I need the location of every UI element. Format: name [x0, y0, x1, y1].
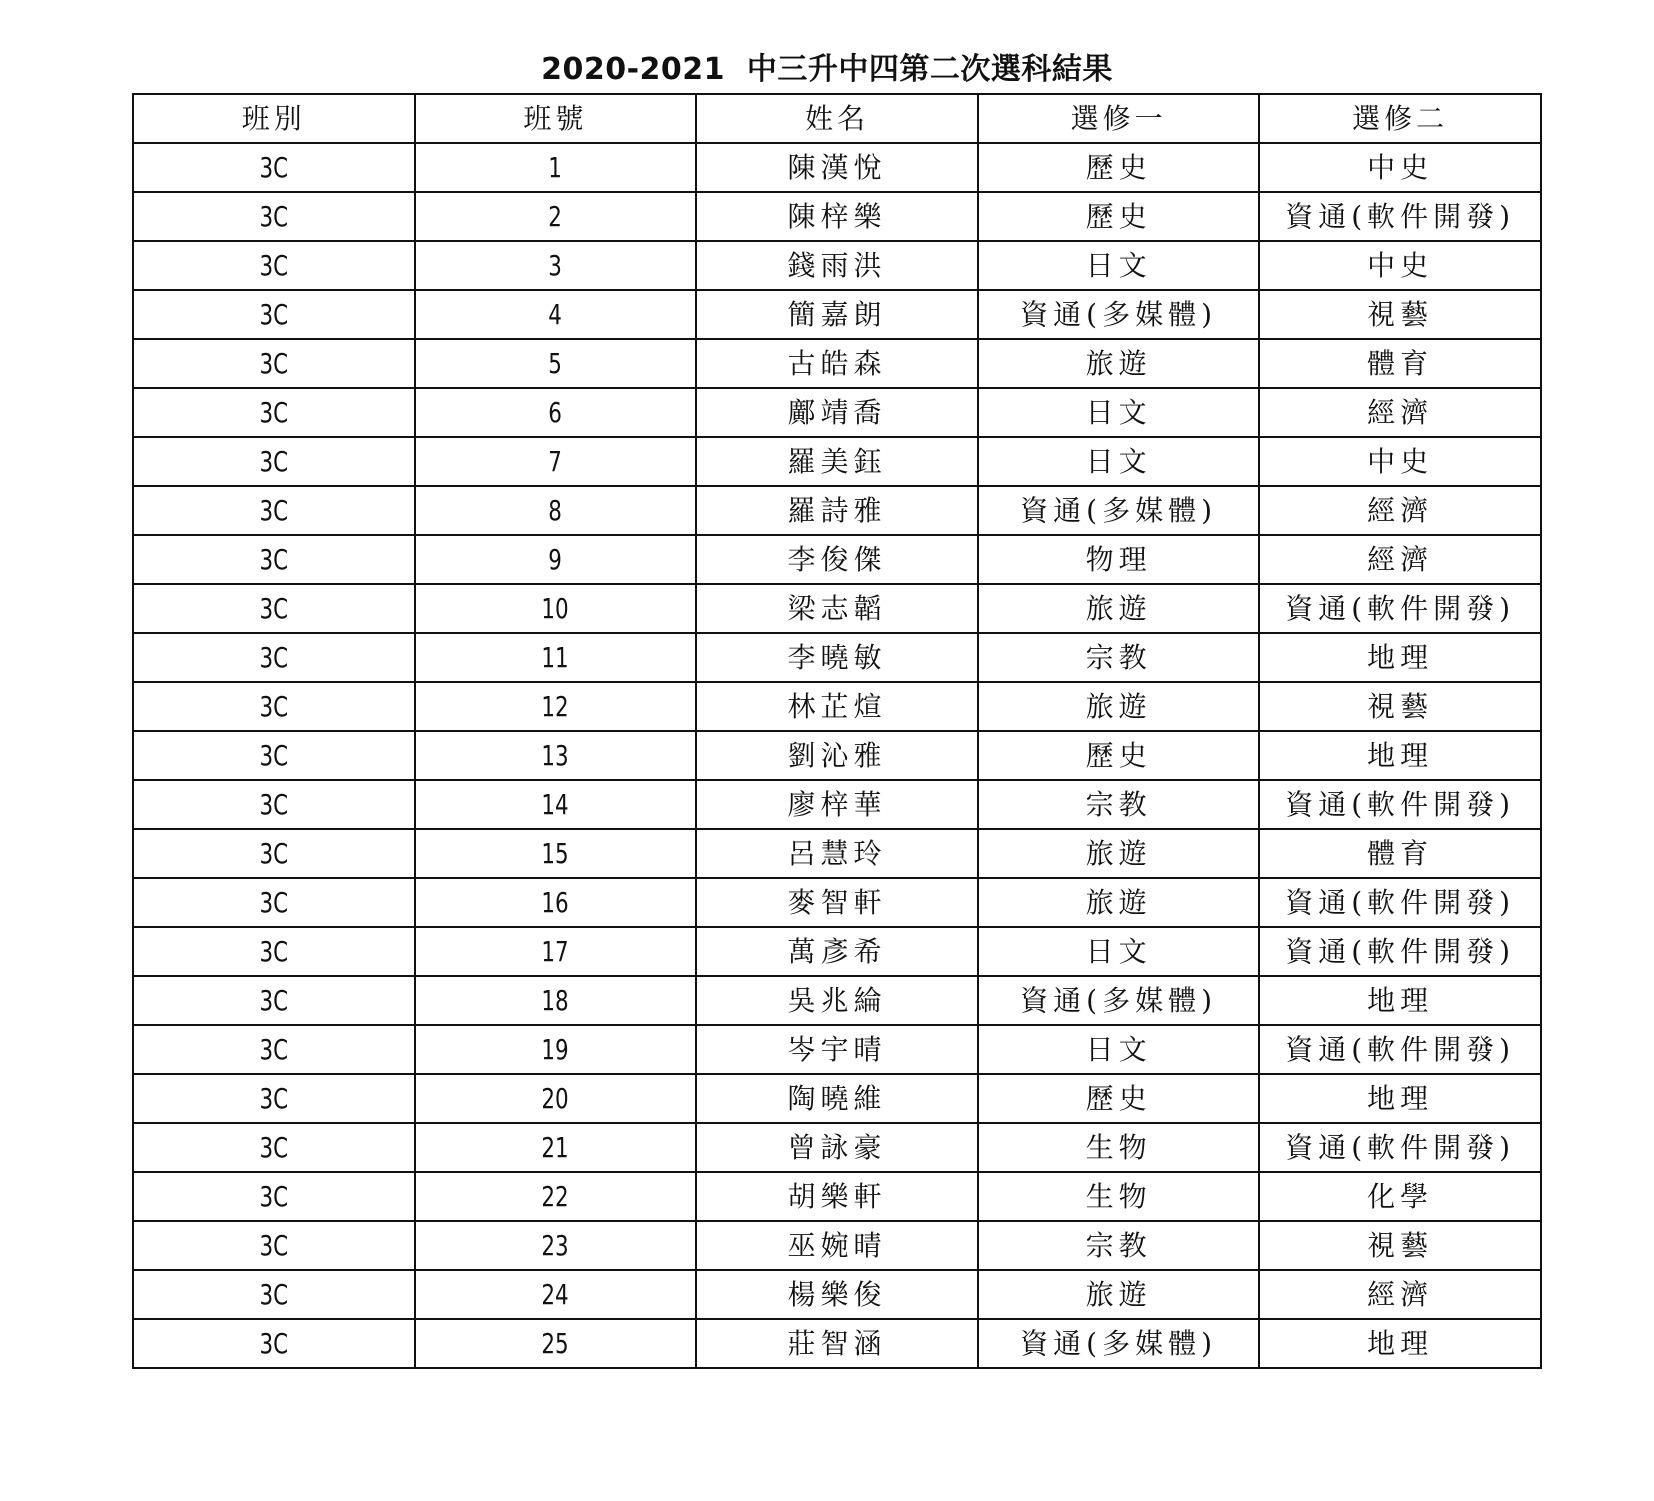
cell-class [133, 1221, 415, 1270]
cell-class [133, 1123, 415, 1172]
cell-class-number-value: 17 [541, 934, 570, 968]
cell-name: 陶曉維 [696, 1074, 978, 1123]
cell-elective-2: 資通(軟件開發) [1259, 927, 1541, 976]
cell-class-number-value: 8 [548, 493, 563, 527]
table-row [133, 829, 1541, 878]
table-row [133, 1172, 1541, 1221]
cell-elective-2: 視藝 [1259, 682, 1541, 731]
cell-class-number [415, 1172, 697, 1221]
cell-elective-1: 宗教 [978, 633, 1260, 682]
cell-elective-1: 資通(多媒體) [978, 486, 1260, 535]
cell-class [133, 780, 415, 829]
cell-elective-1: 資通(多媒體) [978, 976, 1260, 1025]
cell-class-number-value: 18 [541, 983, 570, 1017]
cell-class-value: 3C [259, 297, 289, 331]
cell-elective-1: 日文 [978, 388, 1260, 437]
cell-elective-1: 旅遊 [978, 878, 1260, 927]
cell-name: 林芷煊 [696, 682, 978, 731]
cell-name: 莊智涵 [696, 1319, 978, 1368]
cell-class-number-value: 4 [548, 297, 563, 331]
cell-class-number [415, 682, 697, 731]
cell-class-value: 3C [259, 1228, 289, 1262]
cell-elective-2: 視藝 [1259, 290, 1541, 339]
table-row [133, 633, 1541, 682]
cell-name: 呂慧玲 [696, 829, 978, 878]
cell-class-number [415, 437, 697, 486]
table-row [133, 1074, 1541, 1123]
cell-class-number-value: 21 [541, 1130, 570, 1164]
cell-elective-2: 體育 [1259, 339, 1541, 388]
cell-class-number-value: 2 [548, 199, 563, 233]
cell-class-value: 3C [259, 983, 289, 1017]
cell-class-value: 3C [259, 1179, 289, 1213]
cell-class-number [415, 339, 697, 388]
cell-class-value: 3C [259, 493, 289, 527]
cell-name: 巫婉晴 [696, 1221, 978, 1270]
table-row [133, 682, 1541, 731]
cell-elective-1: 旅遊 [978, 829, 1260, 878]
cell-class-number-value: 20 [541, 1081, 570, 1115]
cell-elective-1: 歷史 [978, 1074, 1260, 1123]
cell-elective-1: 歷史 [978, 143, 1260, 192]
cell-class-value: 3C [259, 885, 289, 919]
table-row [133, 339, 1541, 388]
cell-elective-2: 經濟 [1259, 535, 1541, 584]
table-row [133, 927, 1541, 976]
cell-elective-1: 宗教 [978, 780, 1260, 829]
cell-elective-1: 歷史 [978, 192, 1260, 241]
cell-elective-2: 資通(軟件開發) [1259, 1123, 1541, 1172]
cell-elective-1: 旅遊 [978, 1270, 1260, 1319]
cell-name: 李俊傑 [696, 535, 978, 584]
cell-elective-2: 資通(軟件開發) [1259, 780, 1541, 829]
cell-class-number-value: 23 [541, 1228, 570, 1262]
cell-elective-1: 宗教 [978, 1221, 1260, 1270]
cell-elective-1: 日文 [978, 241, 1260, 290]
cell-class-number-value: 13 [541, 738, 570, 772]
cell-class [133, 976, 415, 1025]
cell-class-number-value: 22 [541, 1179, 570, 1213]
cell-class [133, 388, 415, 437]
cell-class-number-value: 10 [541, 591, 570, 625]
cell-elective-2: 視藝 [1259, 1221, 1541, 1270]
cell-class-number-value: 9 [548, 542, 563, 576]
table-row [133, 1319, 1541, 1368]
cell-class [133, 486, 415, 535]
table-row [133, 388, 1541, 437]
cell-name: 曾詠豪 [696, 1123, 978, 1172]
cell-elective-1: 物理 [978, 535, 1260, 584]
cell-class-value: 3C [259, 591, 289, 625]
cell-class [133, 731, 415, 780]
table-row [133, 1025, 1541, 1074]
column-header-elective-1: 選修一 [978, 94, 1260, 143]
cell-class-value: 3C [259, 640, 289, 674]
cell-class-number [415, 927, 697, 976]
cell-name: 岑宇晴 [696, 1025, 978, 1074]
cell-class-number-value: 19 [541, 1032, 570, 1066]
cell-elective-2: 體育 [1259, 829, 1541, 878]
cell-class-number [415, 388, 697, 437]
cell-name: 劉沁雅 [696, 731, 978, 780]
cell-class-number-value: 25 [541, 1326, 570, 1360]
cell-elective-1: 生物 [978, 1172, 1260, 1221]
cell-elective-2: 地理 [1259, 976, 1541, 1025]
subject-selection-table [132, 93, 1542, 1369]
cell-class-number [415, 1025, 697, 1074]
cell-class-value: 3C [259, 738, 289, 772]
cell-class-value: 3C [259, 444, 289, 478]
cell-class-value: 3C [259, 346, 289, 380]
table-row [133, 780, 1541, 829]
cell-class-value: 3C [259, 1277, 289, 1311]
cell-class [133, 1172, 415, 1221]
cell-name: 萬彥希 [696, 927, 978, 976]
cell-name: 鄺靖喬 [696, 388, 978, 437]
cell-elective-1: 日文 [978, 437, 1260, 486]
cell-class-number [415, 143, 697, 192]
table-row [133, 584, 1541, 633]
cell-elective-2: 地理 [1259, 731, 1541, 780]
cell-class-number [415, 535, 697, 584]
column-header-elective-2: 選修二 [1259, 94, 1541, 143]
cell-class [133, 927, 415, 976]
table-row [133, 1221, 1541, 1270]
cell-class-number [415, 976, 697, 1025]
column-header-class: 班別 [133, 94, 415, 143]
cell-elective-2: 資通(軟件開發) [1259, 192, 1541, 241]
cell-class [133, 633, 415, 682]
cell-class [133, 143, 415, 192]
cell-class-number-value: 15 [541, 836, 570, 870]
cell-elective-1: 生物 [978, 1123, 1260, 1172]
cell-elective-1: 歷史 [978, 731, 1260, 780]
cell-class-number-value: 5 [548, 346, 563, 380]
cell-class [133, 241, 415, 290]
cell-class [133, 1319, 415, 1368]
cell-class [133, 535, 415, 584]
table-row [133, 976, 1541, 1025]
cell-class [133, 584, 415, 633]
cell-class-value: 3C [259, 1326, 289, 1360]
cell-class-number-value: 16 [541, 885, 570, 919]
table-row [133, 1270, 1541, 1319]
cell-name: 羅詩雅 [696, 486, 978, 535]
cell-class-number-value: 6 [548, 395, 563, 429]
cell-class-number [415, 192, 697, 241]
table-row [133, 486, 1541, 535]
cell-class-value: 3C [259, 395, 289, 429]
cell-class-number [415, 290, 697, 339]
table-row [133, 535, 1541, 584]
cell-class-number-value: 24 [541, 1277, 570, 1311]
cell-class [133, 829, 415, 878]
table-header-row [133, 94, 1541, 143]
cell-class-value: 3C [259, 1081, 289, 1115]
cell-class [133, 682, 415, 731]
cell-name: 胡樂軒 [696, 1172, 978, 1221]
cell-name: 古皓森 [696, 339, 978, 388]
cell-name: 李曉敏 [696, 633, 978, 682]
cell-elective-1: 日文 [978, 927, 1260, 976]
table-row [133, 878, 1541, 927]
cell-class-number [415, 1270, 697, 1319]
cell-elective-2: 地理 [1259, 1319, 1541, 1368]
cell-class-number [415, 829, 697, 878]
cell-class-number-value: 1 [548, 150, 563, 184]
cell-elective-1: 日文 [978, 1025, 1260, 1074]
cell-elective-2: 經濟 [1259, 1270, 1541, 1319]
cell-name: 羅美鈺 [696, 437, 978, 486]
cell-name: 麥智軒 [696, 878, 978, 927]
cell-elective-2: 中史 [1259, 437, 1541, 486]
column-header-name: 姓名 [696, 94, 978, 143]
cell-class [133, 290, 415, 339]
cell-class-number [415, 1319, 697, 1368]
cell-class-number [415, 1123, 697, 1172]
cell-class-value: 3C [259, 787, 289, 821]
cell-elective-2: 經濟 [1259, 388, 1541, 437]
cell-name: 吳兆綸 [696, 976, 978, 1025]
column-header-class-number: 班號 [415, 94, 697, 143]
cell-name: 梁志韜 [696, 584, 978, 633]
cell-elective-2: 地理 [1259, 633, 1541, 682]
cell-name: 陳梓樂 [696, 192, 978, 241]
cell-class-value: 3C [259, 1032, 289, 1066]
cell-elective-1: 旅遊 [978, 584, 1260, 633]
cell-class-number [415, 1221, 697, 1270]
cell-class-value: 3C [259, 150, 289, 184]
cell-elective-2: 經濟 [1259, 486, 1541, 535]
table-row [133, 143, 1541, 192]
table-row [133, 1123, 1541, 1172]
cell-class-number-value: 3 [548, 248, 563, 282]
cell-elective-1: 旅遊 [978, 682, 1260, 731]
cell-class-value: 3C [259, 542, 289, 576]
cell-class-value: 3C [259, 934, 289, 968]
cell-class-number-value: 12 [541, 689, 570, 723]
table-body [133, 143, 1541, 1368]
cell-class-value: 3C [259, 199, 289, 233]
cell-class-number-value: 14 [541, 787, 570, 821]
cell-elective-1: 資通(多媒體) [978, 1319, 1260, 1368]
cell-name: 簡嘉朗 [696, 290, 978, 339]
cell-elective-1: 旅遊 [978, 339, 1260, 388]
cell-class [133, 1025, 415, 1074]
cell-name: 廖梓華 [696, 780, 978, 829]
table-row [133, 241, 1541, 290]
cell-class [133, 192, 415, 241]
cell-class [133, 878, 415, 927]
cell-class [133, 437, 415, 486]
cell-class-number [415, 486, 697, 535]
cell-elective-2: 化學 [1259, 1172, 1541, 1221]
cell-elective-1: 資通(多媒體) [978, 290, 1260, 339]
cell-elective-2: 資通(軟件開發) [1259, 1025, 1541, 1074]
table-row [133, 731, 1541, 780]
cell-class-number [415, 633, 697, 682]
cell-elective-2: 資通(軟件開發) [1259, 584, 1541, 633]
cell-class-number [415, 1074, 697, 1123]
cell-class-number [415, 584, 697, 633]
cell-class [133, 1074, 415, 1123]
cell-elective-2: 地理 [1259, 1074, 1541, 1123]
page-title: 2020-2021 中三升中四第二次選科結果 [541, 52, 1113, 87]
table-row [133, 437, 1541, 486]
cell-elective-2: 資通(軟件開發) [1259, 878, 1541, 927]
cell-class-value: 3C [259, 1130, 289, 1164]
cell-class [133, 1270, 415, 1319]
cell-elective-2: 中史 [1259, 143, 1541, 192]
cell-elective-2: 中史 [1259, 241, 1541, 290]
cell-class-number [415, 780, 697, 829]
cell-class-value: 3C [259, 689, 289, 723]
cell-class-number [415, 241, 697, 290]
cell-name: 陳漢悅 [696, 143, 978, 192]
table-row [133, 290, 1541, 339]
cell-class-number [415, 731, 697, 780]
cell-class-value: 3C [259, 248, 289, 282]
cell-class-value: 3C [259, 836, 289, 870]
table-row [133, 192, 1541, 241]
cell-name: 錢雨洪 [696, 241, 978, 290]
cell-class-number [415, 878, 697, 927]
cell-class-number-value: 7 [548, 444, 563, 478]
cell-name: 楊樂俊 [696, 1270, 978, 1319]
cell-class [133, 339, 415, 388]
cell-class-number-value: 11 [541, 640, 570, 674]
